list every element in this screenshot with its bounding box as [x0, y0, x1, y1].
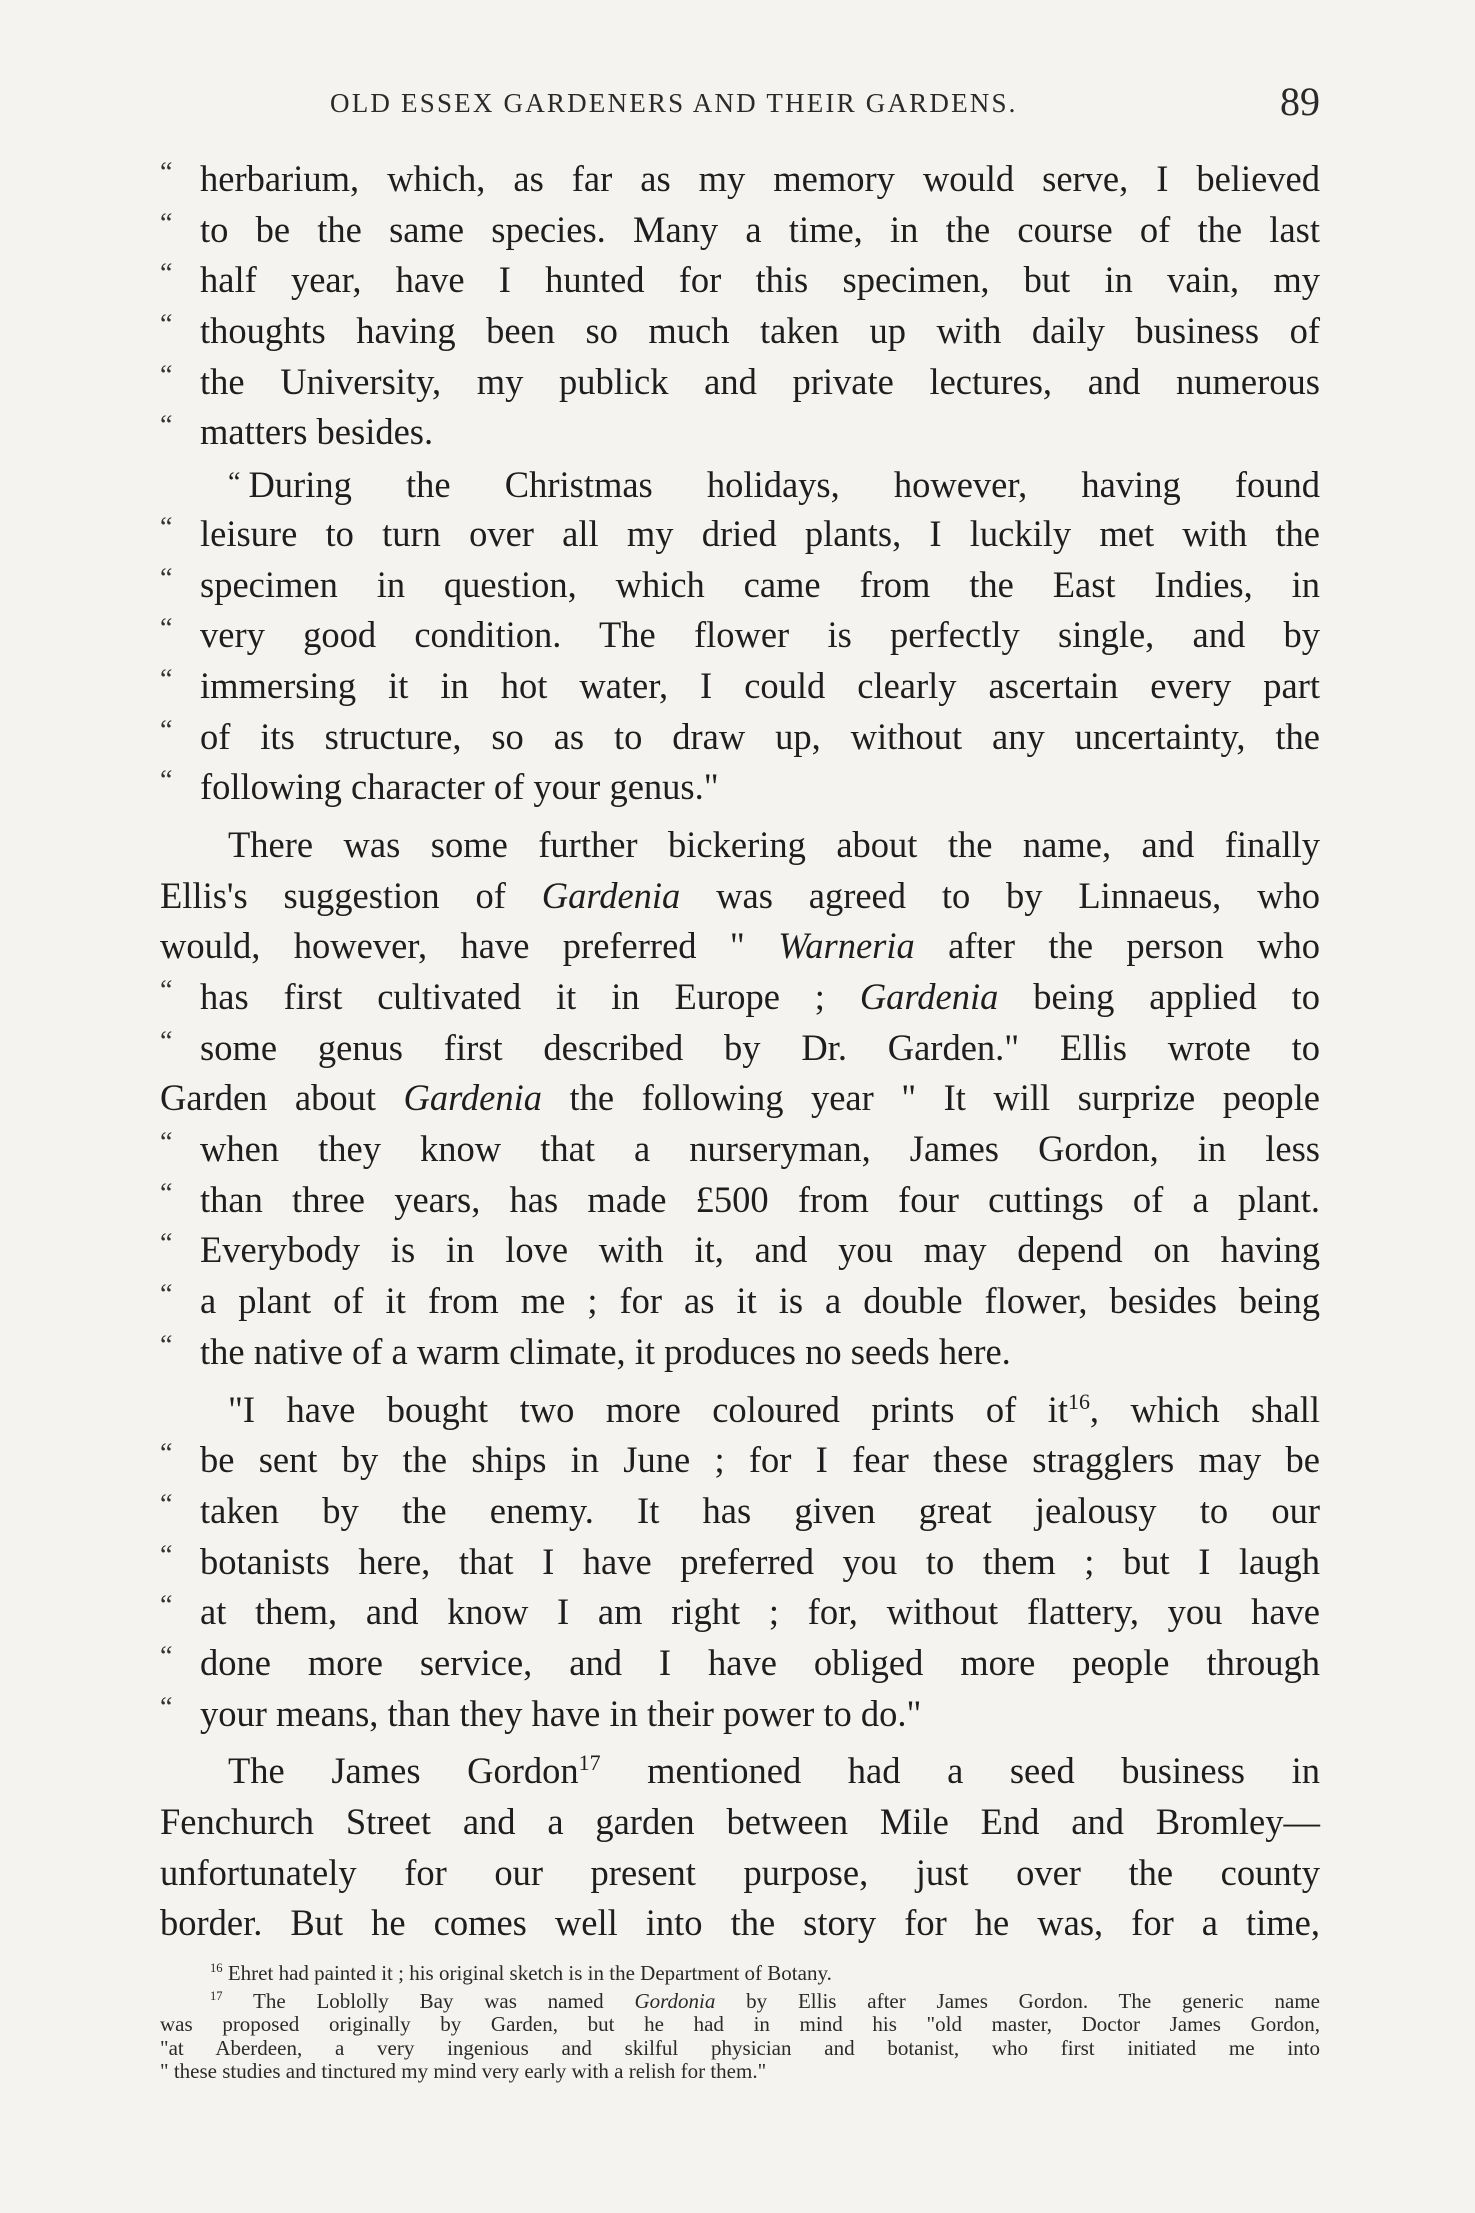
- text-line: [160, 458, 1320, 509]
- quote-mark: “: [160, 1691, 173, 1723]
- footnote-text: by Ellis after James Gordon. The generic name: [715, 1988, 1321, 2013]
- line-text: immersing it in hot water, I could clearly ascertain every part: [200, 664, 1320, 706]
- quote-mark: “: [160, 258, 173, 290]
- line-text: to be the same species. Many a time, in the course of the last: [200, 208, 1320, 250]
- text-line: [160, 972, 1320, 1023]
- footnote-ref: 16: [1068, 1388, 1090, 1414]
- text-line: [160, 712, 1320, 763]
- line-text: taken by the enemy. It has given great jealousy to our: [200, 1489, 1320, 1531]
- line-text: after the person who: [914, 925, 1320, 967]
- text-line: [160, 1537, 1320, 1588]
- quote-mark: “: [160, 1279, 173, 1311]
- text-line: [160, 1073, 1320, 1124]
- footnote-line: [160, 2060, 1320, 2084]
- line-text: Ellis's suggestion of: [160, 874, 542, 916]
- text-line: [160, 1848, 1320, 1899]
- line-text: During the Christmas holidays, however, having found: [248, 464, 1320, 506]
- text-line: [160, 1276, 1320, 1327]
- line-text: Everybody is in love with it, and you may depend on having: [200, 1229, 1320, 1271]
- text-line: [160, 1327, 1320, 1378]
- quote-mark: “: [160, 975, 173, 1006]
- footnote-text: Ehret had painted it ; his original sketch is in the Department of Botany.: [222, 1961, 832, 1985]
- line-text: very good condition. The flower is perfectly single, and by: [200, 614, 1320, 656]
- line-text: the following year " It will surprize people: [542, 1077, 1320, 1119]
- quote-mark: “: [160, 714, 173, 746]
- quote-mark: “: [160, 511, 173, 543]
- text-line: [160, 1898, 1320, 1949]
- line-text: some genus first described by Dr. Garden." Ellis wrote to: [200, 1026, 1320, 1068]
- line-text: when they know that a nurseryman, James Gordon, in less: [200, 1128, 1320, 1170]
- text-line: [160, 820, 1320, 871]
- text-line: [160, 871, 1320, 922]
- text-line: [160, 1689, 1320, 1740]
- quote-mark: “: [160, 1488, 173, 1520]
- line-text: a plant of it from me ; for as it is a double flower, besides being: [200, 1280, 1320, 1322]
- quote-mark: “: [160, 157, 173, 188]
- text-line: [160, 1023, 1320, 1074]
- line-text: "I have bought two more coloured prints of it: [228, 1388, 1068, 1430]
- text-line: [160, 205, 1320, 256]
- quote-mark: “: [160, 1177, 173, 1209]
- line-text: would, however, have preferred ": [160, 925, 779, 967]
- line-text: following character of your genus.": [200, 766, 719, 808]
- footnote-line: [160, 2013, 1320, 2037]
- italic-genus: Gardenia: [541, 874, 681, 916]
- line-text: the University, my publick and private lectures, and numerous: [200, 360, 1320, 402]
- footnote-ref: 17: [578, 1750, 601, 1776]
- body-text: [160, 154, 1320, 1949]
- line-text: matters besides.: [200, 411, 434, 453]
- line-text: done more service, and I have obliged more people through: [200, 1641, 1320, 1683]
- text-line: [160, 1175, 1320, 1226]
- text-line: [160, 661, 1320, 712]
- line-text: the native of a warm climate, it produces no seeds here.: [200, 1330, 1011, 1372]
- footnote-number: 16: [210, 1961, 223, 1975]
- line-text: mentioned had a seed business in: [600, 1750, 1320, 1792]
- quote-mark: “: [160, 309, 173, 341]
- line-text: unfortunately for our present purpose, just over the county: [160, 1851, 1320, 1893]
- quote-mark: “: [160, 1539, 173, 1571]
- quote-mark: “: [160, 1329, 173, 1361]
- text-line: [160, 1124, 1320, 1175]
- line-text: , which shall: [1089, 1388, 1320, 1430]
- footnote-17: [160, 1990, 1320, 2014]
- text-line: [160, 762, 1320, 813]
- quote-mark: “: [160, 1590, 173, 1622]
- line-text: Fenchurch Street and a garden between Mile End and Bromley—: [160, 1801, 1320, 1842]
- footnote-text: was proposed originally by Garden, but he had in mind his "old master, Doctor James Gordon,: [160, 2012, 1320, 2036]
- text-line: [160, 1225, 1320, 1276]
- line-text: be sent by the ships in June ; for I fear these stragglers may be: [200, 1439, 1320, 1481]
- italic-genus: Warneria: [778, 925, 915, 967]
- italic-genus: Gordonia: [634, 1988, 716, 2013]
- text-line: [160, 921, 1320, 972]
- page-number: 89: [1280, 79, 1320, 124]
- quote-mark: “: [160, 613, 173, 645]
- quote-mark: “: [160, 1025, 173, 1057]
- line-text: than three years, has made £500 from four cuttings of a plant.: [200, 1178, 1320, 1220]
- quote-mark: “: [160, 1127, 173, 1159]
- page-header: [160, 78, 1320, 128]
- footnotes: [160, 1962, 1320, 2084]
- text-line: [160, 357, 1320, 408]
- quote-mark: “: [160, 1640, 173, 1672]
- line-text: The James Gordon: [228, 1750, 579, 1792]
- running-head: OLD ESSEX GARDENERS AND THEIR GARDENS.: [330, 88, 1018, 118]
- line-text: leisure to turn over all my dried plants, I luckily met with the: [200, 512, 1320, 554]
- footnote-line: [160, 2037, 1320, 2061]
- line-text: There was some further bickering about the name, and finally: [228, 823, 1320, 865]
- text-line: [160, 1797, 1320, 1848]
- text-line: [160, 255, 1320, 306]
- italic-genus: Gardenia: [403, 1077, 543, 1119]
- text-line: [160, 1385, 1320, 1436]
- quote-mark: “: [160, 765, 173, 797]
- text-line: [160, 306, 1320, 357]
- text-line: [160, 560, 1320, 611]
- italic-genus: Gardenia: [859, 976, 999, 1017]
- quote-mark: “: [160, 663, 173, 695]
- text-line: [160, 1435, 1320, 1486]
- line-text: being applied to: [998, 976, 1320, 1017]
- text-line: [160, 154, 1320, 205]
- footnote-text: "at Aberdeen, a very ingenious and skilful physician and botanist, who first initiated me into: [160, 2035, 1320, 2060]
- line-text: Garden about: [160, 1077, 404, 1119]
- open-quote: “: [228, 467, 241, 499]
- text-line: [160, 1638, 1320, 1689]
- line-text: has first cultivated it in Europe ;: [200, 976, 860, 1017]
- line-text: botanists here, that I have preferred you to them ; but I laugh: [200, 1540, 1320, 1582]
- text-line: [160, 509, 1320, 560]
- text-line: [160, 1746, 1320, 1797]
- quote-mark: “: [160, 1438, 173, 1470]
- text-line: [160, 1486, 1320, 1537]
- line-text: was agreed to by Linnaeus, who: [680, 874, 1320, 916]
- line-text: half year, have I hunted for this specimen, but in vain, my: [200, 259, 1320, 301]
- footnote-number: 17: [210, 1988, 223, 2003]
- text-line: [160, 610, 1320, 661]
- text-line: [160, 1587, 1320, 1638]
- line-text: at them, and know I am right ; for, without flattery, you have: [200, 1591, 1320, 1633]
- quote-mark: “: [160, 1228, 173, 1260]
- quote-mark: “: [160, 359, 173, 391]
- line-text: of its structure, so as to draw up, without any uncertainty, the: [200, 715, 1320, 757]
- line-text: herbarium, which, as far as my memory would serve, I believed: [200, 158, 1320, 199]
- line-text: thoughts having been so much taken up with daily business of: [200, 310, 1320, 352]
- line-text: your means, than they have in their power to do.": [200, 1692, 922, 1734]
- quote-mark: “: [160, 562, 173, 594]
- line-text: specimen in question, which came from the East Indies, in: [200, 563, 1320, 605]
- footnote-text: " these studies and tinctured my mind very early with a relish for them.": [160, 2059, 767, 2083]
- quote-mark: “: [160, 207, 173, 239]
- footnote-16: [160, 1962, 1320, 1986]
- line-text: border. But he comes well into the story for he was, for a time,: [160, 1902, 1320, 1944]
- text-line: [160, 407, 1320, 458]
- quote-mark: “: [160, 410, 173, 442]
- footnote-text: The Loblolly Bay was named: [222, 1988, 635, 2013]
